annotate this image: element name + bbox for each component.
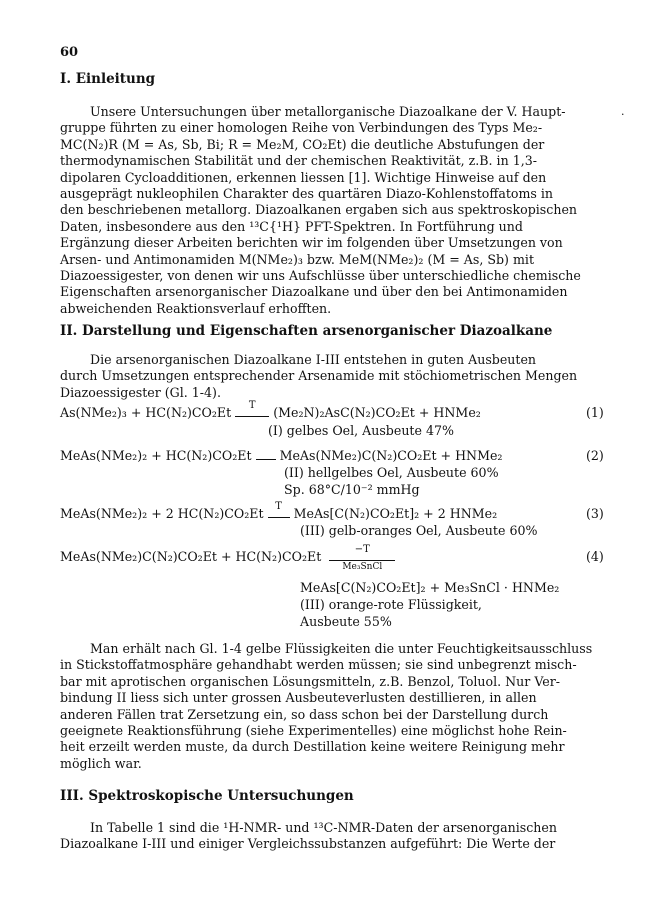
text-line: Ergänzung dieser Arbeiten berichten wir im folgenden über Umsetzungen von bbox=[60, 235, 563, 251]
text-line: bindung II liess sich unter grossen Ausbeuteverlusten destillieren, in allen bbox=[60, 690, 537, 706]
text-line: dipolaren Cycloadditionen, erkennen liessen [1]. Wichtige Hinweise auf den bbox=[60, 169, 547, 185]
text-line: Die arsenorganischen Diazoalkane I-III entstehen in guten Ausbeuten bbox=[90, 352, 537, 367]
equation-2 bbox=[60, 448, 502, 463]
arrow-sublabel: Me₃SnCl bbox=[342, 562, 383, 572]
text-line: Diazoalkane I-III und einiger Vergleichssubstanzen aufgeführt: Die Werte der bbox=[60, 836, 556, 852]
equation-note: (III) gelb-oranges Oel, Ausbeute 60% bbox=[300, 523, 538, 538]
equation-note: Sp. 68°C/10⁻² mmHg bbox=[284, 482, 420, 497]
text-line: in Stickstoffatmosphäre gehandhabt werden müssen; sie sind unbegrenzt misch- bbox=[60, 657, 577, 673]
equation-lhs: MeAs(NMe₂)₂ + HC(N₂)CO₂Et bbox=[60, 448, 252, 463]
section1-paragraph bbox=[60, 104, 616, 317]
equation-rhs: (Me₂N)₂AsC(N₂)CO₂Et + HNMe₂ bbox=[273, 405, 481, 420]
reaction-arrow bbox=[329, 544, 395, 572]
equation-number: (2) bbox=[586, 448, 604, 463]
text-line: Man erhält nach Gl. 1-4 gelbe Flüssigkeiten die unter Feuchtigkeitsausschluss bbox=[90, 641, 593, 656]
reaction-arrow bbox=[235, 400, 269, 417]
text-line: ausgeprägt nukleophilen Charakter des quartären Diazo-Kohlenstoffatoms in bbox=[60, 186, 554, 202]
text-line: Eigenschaften arsenorganischer Diazoalkane und über den bei Antimonamiden bbox=[60, 284, 568, 300]
text-line: Daten, insbesondere aus den ¹³C{¹H} PFT-Spektren. In Fortführung und bbox=[60, 218, 523, 234]
equation-note: Ausbeute 55% bbox=[300, 614, 392, 629]
equation-number: (3) bbox=[586, 506, 604, 521]
text-line: Diazoessigester, von denen wir uns Aufschlüsse über unterschiedliche chemische bbox=[60, 268, 581, 284]
equation-lhs: As(NMe₂)₃ + HC(N₂)CO₂Et bbox=[60, 405, 232, 420]
section3-heading: III. Spektroskopische Untersuchungen bbox=[60, 788, 354, 804]
text-line: durch Umsetzungen entsprechender Arsenamide mit stöchiometrischen Mengen bbox=[60, 368, 578, 384]
equation-note: (I) gelbes Oel, Ausbeute 47% bbox=[268, 423, 454, 438]
text-line: möglich war. bbox=[60, 755, 142, 771]
page-number: 60 bbox=[60, 45, 79, 60]
equation-note: (II) hellgelbes Oel, Ausbeute 60% bbox=[284, 465, 499, 480]
equation-lhs: MeAs(NMe₂)C(N₂)CO₂Et + HC(N₂)CO₂Et bbox=[60, 549, 322, 564]
text-line: den beschriebenen metallorg. Diazoalkanen ergaben sich aus spektroskopischen bbox=[60, 202, 578, 218]
equation-rhs: MeAs[C(N₂)CO₂Et]₂ + 2 HNMe₂ bbox=[293, 506, 498, 521]
text-line: gruppe führten zu einer homologen Reihe von Verbindungen des Typs Me₂- bbox=[60, 120, 543, 136]
text-line: In Tabelle 1 sind die ¹H-NMR- und ¹³C-NMR-Daten der arsenorganischen bbox=[90, 820, 557, 835]
text-line: MC(N₂)R (M = As, Sb, Bi; R = Me₂M, CO₂Et) die deutliche Abstufungen der bbox=[60, 136, 545, 152]
text-line: anderen Fällen trat Zersetzung ein, so dass schon bei der Darstellung durch bbox=[60, 706, 549, 722]
text-line: bar mit aprotischen organischen Lösungsmitteln, z.B. Benzol, Toluol. Nur Ver- bbox=[60, 673, 560, 689]
arrow-label: T bbox=[275, 501, 282, 512]
section2-paragraph bbox=[60, 641, 616, 772]
text-line: heit erzeilt werden muste, da durch Destillation keine weitere Reinigung mehr bbox=[60, 739, 565, 755]
equation-product: MeAs[C(N₂)CO₂Et]₂ + Me₃SnCl · HNMe₂ bbox=[300, 580, 560, 595]
text-line: geeignete Reaktionsführung (siehe Experimentelles) eine möglichst hohe Rein- bbox=[60, 723, 567, 739]
equation-note: (III) orange-rote Flüssigkeit, bbox=[300, 597, 482, 612]
equation-3 bbox=[60, 501, 498, 521]
text-line: Diazoessigester (Gl. 1-4). bbox=[60, 384, 221, 400]
text-line: abweichenden Reaktionsverlauf erhofften. bbox=[60, 300, 332, 316]
reaction-arrow bbox=[256, 451, 276, 460]
equation-lhs: MeAs(NMe₂)₂ + 2 HC(N₂)CO₂Et bbox=[60, 506, 264, 521]
equation-1 bbox=[60, 400, 481, 420]
section1-heading: I. Einleitung bbox=[60, 71, 156, 87]
text-line: Arsen- und Antimonamiden M(NMe₂)₃ bzw. MeM(NMe₂)₂ (M = As, Sb) mit bbox=[60, 251, 535, 267]
section2-heading: II. Darstellung und Eigenschaften arsenorganischer Diazoalkane bbox=[60, 323, 553, 339]
equation-4 bbox=[60, 544, 395, 572]
text-line: thermodynamischen Stabilität und der chemischen Reaktivität, z.B. in 1,3- bbox=[60, 153, 537, 169]
equation-rhs: MeAs(NMe₂)C(N₂)CO₂Et + HNMe₂ bbox=[279, 448, 503, 463]
reaction-arrow bbox=[268, 501, 290, 518]
equation-number: (1) bbox=[586, 405, 604, 420]
equation-number: (4) bbox=[586, 549, 604, 564]
stray-mark: · bbox=[621, 108, 625, 121]
section2-intro bbox=[60, 352, 616, 401]
arrow-label: T bbox=[248, 400, 256, 411]
section3-paragraph bbox=[60, 820, 616, 853]
arrow-label: −T bbox=[354, 544, 370, 555]
text-line: Unsere Untersuchungen über metallorganische Diazoalkane der V. Haupt- bbox=[90, 104, 566, 119]
